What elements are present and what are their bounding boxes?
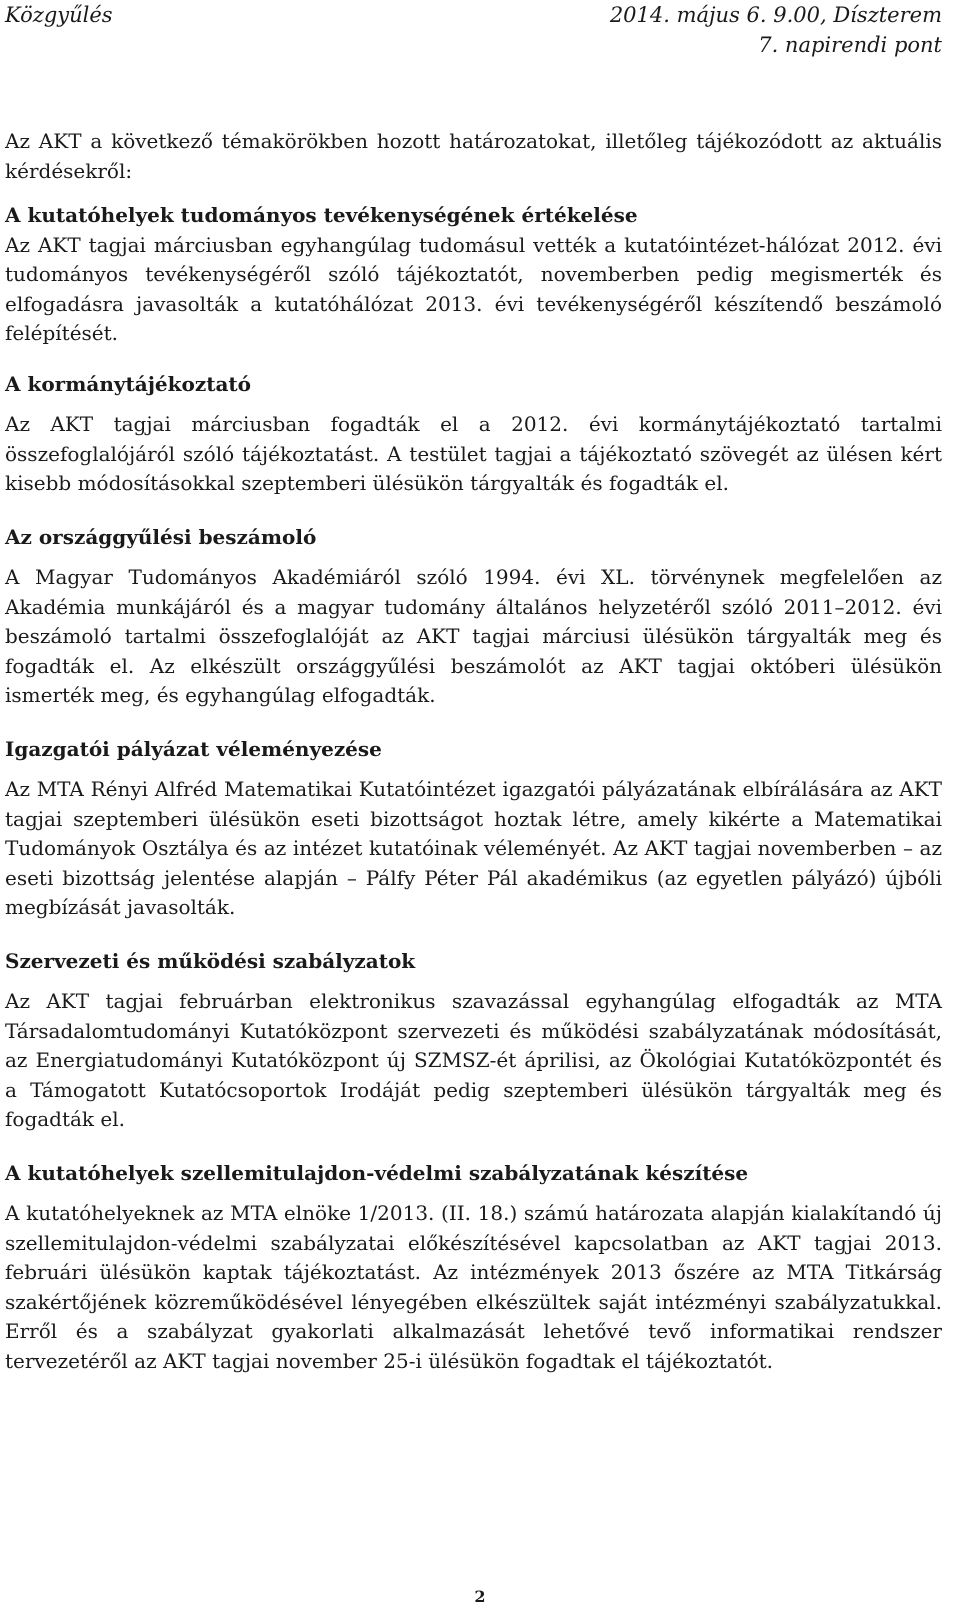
section-heading-organizational-rules: Szervezeti és működési szabályzatok: [5, 948, 416, 973]
header-datetime: 2014. május 6. 9.00, Díszterem: [609, 3, 942, 27]
section-heading-research-evaluation: A kutatóhelyek tudományos tevékenységének értékelése: [5, 203, 638, 227]
section-heading-ip-rules: A kutatóhelyek szellemitulajdon-védelmi szabályzatának készítése: [5, 1160, 749, 1185]
header-event-name: Közgyűlés: [5, 3, 113, 27]
intro-paragraph: Az AKT a következő témakörökben hozott határozatokat, illetőleg tájékozódott az aktuális kérdésekről:: [5, 129, 942, 183]
section-body-research-evaluation: Az AKT tagjai márciusban egyhangúlag tudomásul vették a kutatóintézet-hálózat 2012. évi tudományos tevékenységéről szóló tájékoztatót, novemberben pedig megismerték és elfogadásra javasolták a kutatóhálózat 2013. évi tevékenységéről készítendő beszámoló felépítését.: [5, 232, 942, 345]
section-body-director-application: Az MTA Rényi Alfréd Matematikai Kutatóintézet igazgatói pályázatának elbírálására az AKT tagjai szeptemberi ülésükön eseti bizottságot hoztak létre, amely kikérte a Matematikai Tudományok Osztálya és az intézet kutatóinak véleményét. Az AKT tagjai novemberben – az eseti bizottság jelentése alapján – Pálfy Péter Pál akadémikus (az egyetlen pályázó) újbóli megbízását javasolták.: [5, 777, 942, 919]
section-body-parliament-report: A Magyar Tudományos Akadémiáról szóló 1994. évi XL. törvénynek megfelelően az Akadémia munkájáról és a magyar tudomány általános helyzetéről szóló 2011–2012. évi beszámoló tartalmi összefoglalóját az AKT tagjai márciusi ülésükön tárgyalták meg és fogadták el. Az elkészült országgyűlési beszámolót az AKT tagjai októberi ülésükön ismerték meg, és egyhangúlag elfogadták.: [5, 565, 942, 707]
section-body-government-report: Az AKT tagjai márciusban fogadták el a 2012. évi kormánytájékoztató tartalmi összefoglalójáról szóló tájékoztatást. A testület tagjai a tájékoztató szövegét az ülésen kért kisebb módosításokkal szeptemberi ülésükön tárgyalták és fogadták el.: [5, 412, 942, 495]
section-body-ip-rules: A kutatóhelyeknek az MTA elnöke 1/2013. (II. 18.) számú határozata alapján kialakítandó új szellemitulajdon-védelmi szabályzatai előkészítésével kapcsolatban az AKT tagjai 2013. februári ülésükön kaptak tájékoztatást. Az intézmények 2013 őszére az MTA Titkárság szakértőjének közreműködésével lényegében elkészültek saját intézményi szabályzatukkal. Erről és a szabályzat gyakorlati alkalmazását lehetővé tevő informatikai rendszer tervezetéről az AKT tagjai november 25-i ülésükön fogadtak el tájékoztatót.: [5, 1201, 942, 1373]
section-heading-government-report: A kormánytájékoztató: [5, 371, 251, 396]
header-agenda-item: 7. napirendi pont: [758, 33, 942, 57]
section-heading-director-application: Igazgatói pályázat véleményezése: [5, 736, 382, 761]
section-heading-parliament-report: Az országgyűlési beszámoló: [5, 524, 317, 549]
page-number: 2: [474, 1587, 486, 1606]
section-body-organizational-rules: Az AKT tagjai februárban elektronikus szavazással egyhangúlag elfogadták az MTA Társadalomtudományi Kutatóközpont szervezeti és működési szabályzatának módosítását, az Energiatudományi Kutatóközpont új SZMSZ-ét áprilisi, az Ökológiai Kutatóközpontét és a Támogatott Kutatócsoportok Irodáját pedig szeptemberi ülésükön tárgyalták meg és fogadták el.: [5, 989, 942, 1131]
document-body: [5, 127, 942, 1376]
header-date-place: [610, 0, 942, 60]
